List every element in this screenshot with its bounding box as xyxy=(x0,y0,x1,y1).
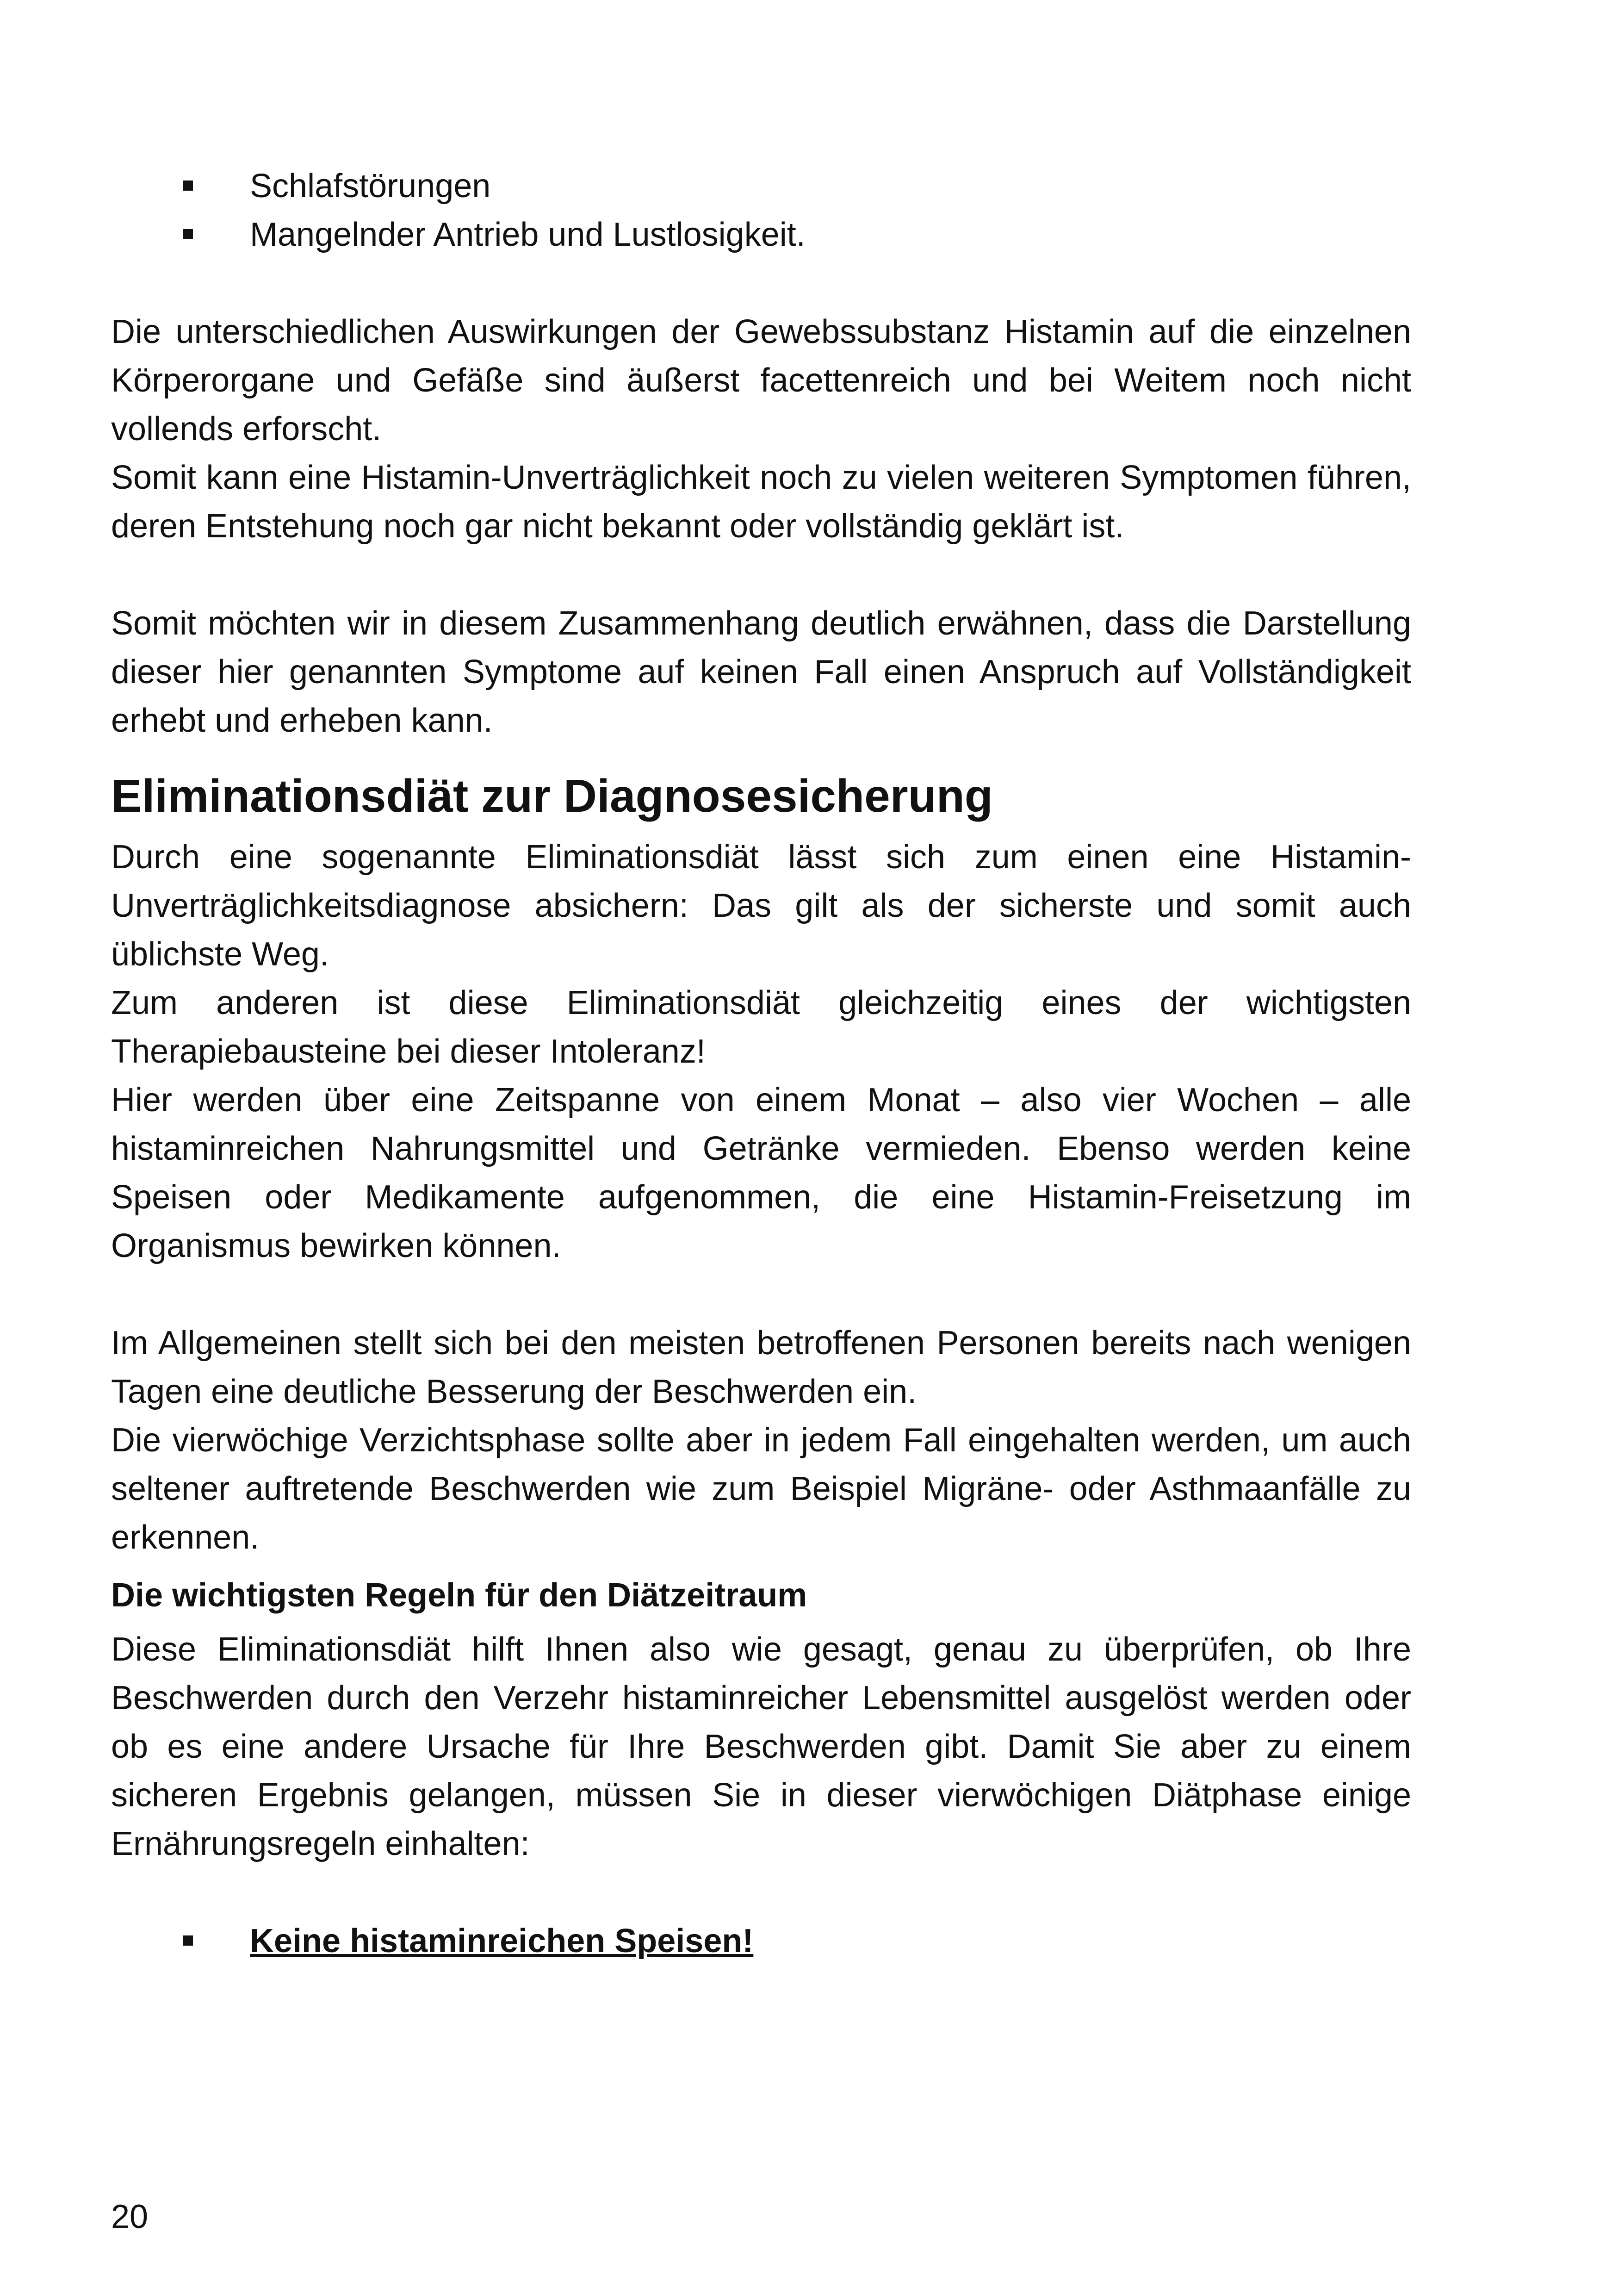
paragraph-line: Im Allgemeinen stellt sich bei den meisten betroffenen Personen bereits nach wenigen Tagen eine deutliche Besserung der Beschwerden ein. xyxy=(111,1325,1411,1410)
subsection-heading: Die wichtigsten Regeln für den Diätzeitraum xyxy=(111,1577,807,1614)
list-item xyxy=(111,162,1411,211)
square-bullet-icon xyxy=(183,229,193,239)
paragraph-line: Hier werden über eine Zeitspanne von einem Monat – also vier Wochen – alle histaminreichen Nahrungsmittel und Getränke vermieden. Ebenso werden keine Speisen oder Medikamente aufgenommen, die eine Histamin-Freisetzung im Organismus bewirken können. xyxy=(111,1082,1411,1264)
paragraph-line: Die vierwöchige Verzichtsphase sollte aber in jedem Fall eingehalten werden, um auch seltener auftretende Beschwerden wie zum Beispiel Migräne- oder Asthmaanfälle zu erkennen. xyxy=(111,1422,1411,1556)
rules-list xyxy=(111,1917,1411,1966)
paragraph-elimination-diet xyxy=(111,833,1411,1270)
paragraph-line: Somit kann eine Histamin-Unverträglichkeit noch zu vielen weiteren Symptomen führen, deren Entstehung noch gar nicht bekannt oder vollständig geklärt ist. xyxy=(111,459,1411,545)
paragraph-line: Durch eine sogenannte Eliminationsdiät lässt sich zum einen eine Histamin-Unverträglichkeitsdiagnose absichern: Das gilt als der sicherste und somit auch üblichste Weg. xyxy=(111,839,1411,973)
list-item-label: Keine histaminreichen Speisen! xyxy=(250,1923,754,1960)
square-bullet-icon xyxy=(183,180,193,191)
paragraph-line: Die unterschiedlichen Auswirkungen der Gewebssubstanz Histamin auf die einzelnen Körperorgane und Gefäße sind äußerst facettenreich und bei Weitem noch nicht vollends erforscht. xyxy=(111,313,1411,448)
list-item xyxy=(111,211,1411,259)
list-item-label: Mangelnder Antrieb und Lustlosigkeit. xyxy=(250,216,806,253)
symptom-list xyxy=(111,162,1411,259)
square-bullet-icon xyxy=(183,1935,193,1946)
list-item-label: Schlafstörungen xyxy=(250,168,491,205)
page-number: 20 xyxy=(111,2198,149,2235)
paragraph-improvement xyxy=(111,1319,1411,1562)
section-heading: Eliminationsdiät zur Diagnosesicherung xyxy=(111,770,993,822)
page-content xyxy=(111,162,1411,1966)
list-item xyxy=(111,1917,1411,1966)
paragraph-line: Zum anderen ist diese Eliminationsdiät gleichzeitig eines der wichtigsten Therapiebausteine bei dieser Intoleranz! xyxy=(111,984,1411,1070)
paragraph-histamin-effects xyxy=(111,308,1411,551)
paragraph-diet-rules: Diese Eliminationsdiät hilft Ihnen also wie gesagt, genau zu überprüfen, ob Ihre Beschwerden durch den Verzehr histaminreicher Lebensmittel ausgelöst werden oder ob es eine andere Ursache für Ihre Beschwerden gibt. Damit Sie aber zu einem sicheren Ergebnis gelangen, müssen Sie in dieser vierwöchigen Diätphase einige Ernährungsregeln einhalten: xyxy=(111,1631,1411,1862)
paragraph-disclaimer: Somit möchten wir in diesem Zusammenhang deutlich erwähnen, dass die Darstellung dieser hier genannten Symptome auf keinen Fall einen Anspruch auf Vollständigkeit erhebt und erheben kann. xyxy=(111,605,1411,739)
